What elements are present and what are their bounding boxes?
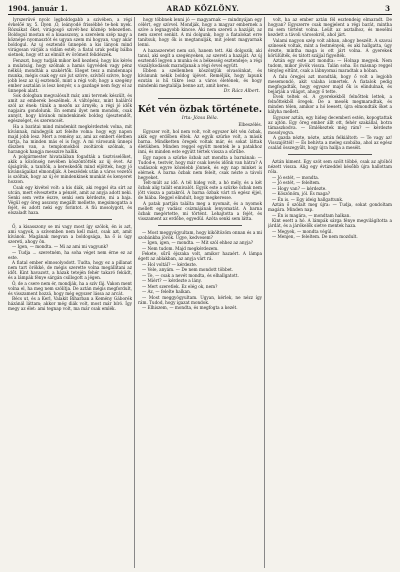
dialog-line: — Tudja ... szeretném, ha soha véget nem érne ez az este. [8, 249, 132, 260]
dialog-line: — Most meggyógyultam. Ugyan, kérlek, ne nézz így rám. Tudod, hogy igazat mondok. [138, 294, 262, 305]
paragraph: Telt-múlt az idő. A tél hideg volt, a hó mély, és a két özbak alig talált ennivalót. Egyik este a szürke özbak nem jött vissza a patakról. A barna özbak várt rá egész éjjel, de hiába. Reggel elindult, hogy megkeresse. [138, 180, 262, 200]
paragraph: Évek teltek el. A gyerekekből felnőttek lettek, a felnőttekből öregek. De a mesék megmaradtak, és minden télen, amikor a hó leesett, újra elmondták őket a kályha mellett. [268, 94, 392, 114]
paragraph: Fenzszt, hogy tudják mikor kell kezdeni; hogy kis kérés a mulatság, hogy szólnak a hamis ügyvédek vagy pénz nélkül; mondták a szakértők. Eleget tesz a mindennapi munka, mégis csak egy szó jut szívre, szívből szívre, hogy jobb lesz az új esztendő, mint a régi volt; hogy a szegény ember asztalán is lesz kenyér, s a gazdagé nem fogy el az ünnepek alatt. [8, 57, 132, 93]
dialog-line: Ő, a kisasszony se mi vagy most így szólok, én is azt, ami vagyok, a szívemben nem kell mást, csak azt, amit kívánok. Magának megvan a boldogsága, ha ő is úgy szereti, ahogy ön. [8, 223, 132, 244]
dialog-line: — Jó estét, — mondta. [272, 174, 320, 180]
dialog-line: Bécs ut, és a Kerl, Valakit Biharban a Kemény Gáborék házánál láttam; akkor még diák volt, most már bíró. Így megy az élet: ami tegnap volt, ma már csak emlék. [8, 296, 132, 311]
column-divider [134, 17, 135, 568]
column-1 [8, 17, 132, 568]
author-signature: Dr. Rácz Albert. [223, 89, 260, 94]
dialog-line: Ó, de a csere nem ér, mondják, ha a szív fáj. Vakon ment volna el, ha meg nem szólítja. De aztán mégis megfordult, és visszament hozzá, hogy még egyszer lássa az arcát. [8, 280, 132, 296]
dialog-line: — Menjen, — feleltem. De nem mozdult. [272, 234, 358, 239]
article-byline: Irta: Józsa Béla. [181, 116, 219, 121]
header-rule [8, 14, 392, 15]
section-divider [28, 219, 112, 220]
dialog-line: — Nem tudom. Majd megkérdezem. [142, 245, 219, 251]
paragraph: Ha a barátai mind mindenkit megkérdeztek volna, mit kívánnak, mindegyik azt felelte volna: hogy egy napon majd jobb lesz. Mert a remény az, ami az embert életben tartja, ha minden más el is fogy. A mi városunk ünnepi díszben van, a templomokból zsoltárok szólnak, a harangok hangja messzire hallik. [8, 123, 132, 154]
paragraph: Egy napon a szürke özbak azt mondta a barnának: — Tudod-e, testvér, hogy már csak kevés időnk van hátra? A vadászok egyre közelebb jönnek, és egy nap minket is elérnek. A barna özbak nem felelt, csak nézte a távoli hegyeket. [138, 154, 262, 180]
dialog-line: — Miért? — kérdezte a lány. [142, 278, 202, 283]
newspaper-title: ARAD KÖZLÖNY. [166, 4, 240, 13]
paragraph: A polgármester hivatalában fogadták a tisztviselőket, akik a közönség nevében köszöntötték az új évet. Az újságírók, a tanítók, a kereskedők mind eljöttek, hogy jó kívánságaikat elmondják. A beszédek után a város vezetői is szóltak, hogy az új év mindenkinek munkát és kenyeret hozzon. [8, 154, 132, 184]
dialog-line: — Te, — csak a nevét mondta, és elhallgatott. [142, 272, 239, 278]
dialog-line: Fekete, sűrű éjszaka volt, amikor hazaért. A lámpa égett az ablakban, az anyja várt rá. [138, 251, 262, 261]
section-divider [158, 98, 242, 99]
dialog-line: — Megyek, — mondta végül. [272, 228, 333, 234]
paragraph: lyrszerüvé nyolc legboldogabb a szivében, a régi évkelőé ny. 5. Ilyen ,Ö, leányodé frissébbé te-hek nyek. Rózsákat őket, virágosgó szivét-hez köznép tehezetlen. Boldogul mostan el a kisasszony, a szerelem szép nagy a köznépé nyomasztót és ugyan szem mi hogyan, vagy akár boldogul. Az uj esztendő ünnepén a kis lányok mind virágosan várják a vidám estét; a fiatal urak pedig bálba sietnek, hogy ott az elmúlt év örömeit felidézzék. [8, 17, 132, 57]
dialog-line: — Igen, — mondta. — Mi az ami mi vagyunk? [12, 244, 109, 249]
issue-date: 1904. január 1. [8, 4, 68, 13]
paragraph: A hazaszeretet nem szó, hanem tett. Aki dolgozik, aki tanul, aki segít a szegényeken, az szereti a hazáját. Az új esztendő legyen a munka és a békesség esztendeje; a régi viszálykodások maradjanak a régi évvel együtt. [138, 47, 262, 68]
paragraph: A gazda nézte, nézte, aztán felkiáltott: — Te vagy az! Visszajöttél! — És behívta a meleg szobába, ahol az egész család összegyűlt, hogy újra hallja a meséit. [268, 135, 392, 150]
column-divider [264, 17, 265, 568]
dialog-section [8, 224, 132, 312]
paragraph: Valami nagyon szép volt abban, ahogy beszélt. A szavai színesek voltak, mint a festmények, és aki hallgatta, úgy érezte, mintha maga is ott járt volna. A gyerekek körülülték, és tátott szájjal figyelték. [268, 37, 392, 58]
paragraph: Sok dologban megvalósult már, ami tervnek készült, és amit az emberek beszélnek. A váltópénz, mint halálról szól az ének: tünik a mezőn az árnyék; a régi jó idők napjaira gondolunk. Én semmi ilyet nem mondok, csak annyit, hogy kívánok mindenkinek boldog újesztendőt, egészséget, és szerencsét. [8, 93, 132, 123]
dialog-line: — Elhiszem, — mondta, és megfogta a kezét. [142, 305, 238, 310]
article-genre: Elbeszélés. [238, 122, 262, 127]
article-title: Két vén özbak története. [138, 105, 262, 115]
section-divider [158, 225, 242, 226]
paragraph: A patak partján találta meg a nyomait, és a nyomok mellett egy vadász csizmájának lenyomatát. A barna özbak megértette, mi történt. Lehajtotta a fejét, és visszament az erdőbe, egyedül. Azóta senki sem látta. [138, 200, 262, 221]
dialog-line: — Hogy van? — kérdezte. [272, 185, 327, 191]
dialog-line: — Jó estét, — feleltem. [272, 180, 321, 185]
paragraph: hogy többnek lenni jó — magyarnak — mindnyájan egy célért, egy szívvel. Mondják, hogy a magyar embernek a szíve a legnagyobb kincse. Aki nem szereti a hazáját, az nem szeret senkit. A mi dolgunk, hogy a fiatalokat erre tanítsuk, hogy ők is megtanulják, mit jelent magyarnak lenni. [138, 17, 262, 47]
dialog-line: — Én is. — Egy ideig hallgattunk. [272, 196, 344, 202]
dialog-line: — Most meggyógyultam, hogy kiköltözöm onnan és a mi szobánkba jövök. Ugye, kedvesem? [138, 229, 262, 240]
dialog-line: — Hol voltál? — kérdezte. [142, 261, 198, 267]
dialog-section [268, 159, 392, 239]
section-divider [288, 154, 372, 155]
paragraph: Csak egy kivétel volt: a kis diák, aki reggel óta sírt az utcán, mert elvesztette a pénzét, amit az anyja adott neki. Senki sem vette észre, senki sem kérdezte, mi a baja. Végül egy öreg asszony megállt mellette, megsimogatta a fejét, és adott neki egy forintot. A fiú mosolygott, és elszaladt haza. [8, 184, 132, 215]
dialog-line: Kint esett a hó. A lámpák sárga fénye megvilágította a járdát, és a járókelők sietve mentek haza. [268, 218, 392, 228]
paragraph: Egyszer aztán, egy hideg decemberi estén, kopogtattak az ajtón. Egy öreg ember állt ott, fehér szakállal, botra támaszkodva. — Emlékeztek még rám? — kérdezte mosolyogva. [268, 114, 392, 135]
paragraph: Egyszer volt, hol nem volt, volt egyszer két vén özbak, akik egy erdőben éltek. Az egyik szürke volt, a másik barna. Mindketten öregek voltak már, és sokat láttak életükben. Minden reggel együtt mentek le a patakhoz inni, és minden este együtt tértek vissza a sűrűbe. [138, 129, 262, 154]
dialog-line: — Köszönöm, jól. És maga? [272, 191, 331, 196]
dialog-line: — Én is magára, — mondtam halkan. [272, 212, 351, 218]
dialog-line: — Mert szeretlek. Ez elég ok, nem? [142, 283, 218, 289]
dialog-line: A fiatal ember elmosolyodott. Tudta, hogy ez a pillanat nem tart örökké, de mégis szerette volna megállítani az időt. Kint havazott, a házak tetején fehér takaró feküdt, és a lámpák fénye sárgán csillogott a jégen. [8, 260, 132, 280]
dialog-line: Aztán kiment. Egy szót sem szólt többé, csak az ajtóból nézett vissza. Alig egy évtizeddel később újra hallottam róla. [268, 159, 392, 174]
column-2 [138, 17, 262, 568]
page-number: 3 [385, 4, 390, 13]
column-3 [268, 17, 392, 568]
paragraph: Ebben a szellemben köszöntjük olvasóinkat, és kívánunk nekik boldog újévet. Reméljük, hogy lapunk ezután is hű tükre lesz a város életének, és hogy mindenki megtalálja benne azt, amit keres. [138, 68, 262, 88]
dialog-line: — Igen, igen, — mondta. — Mit szól ehhez az anyja? [142, 240, 254, 245]
dialog-section [138, 230, 262, 311]
paragraph: Aztán egy este azt mondta: — Holnap megyek. Nem tudom, mikor jövök vissza. Talán soha. És másnap reggel tényleg eltűnt, csak a lábnyomai maradtak a hóban. [268, 58, 392, 73]
paragraph: A falu öregjei azt mondták, hogy ő volt a legjobb mesemondó, akit valaha ismertek. A fiatalok pedig megfogadták, hogy egyszer majd ők is elindulnak, és bejárják a világot, ahogy ő tette. [268, 73, 392, 94]
dialog-line: Aztán ő szólalt meg újra: — Tudja, sokat gondoltam magára. Minden nap. [268, 202, 392, 212]
dialog-line: — Az, — felelte halkan. [142, 289, 192, 294]
paragraph: volt, ha az ember aztán fél esztendeig elmaradt. De hogyan? Egyszerre csak megjelent a régi barát, mintha mi sem történt volna. Leült az asztalhoz, és mesélni kezdett a távoli városokról, ahol járt. [268, 17, 392, 37]
dialog-line: — Vele, anyám. — De nem mondott többet. [142, 267, 234, 272]
